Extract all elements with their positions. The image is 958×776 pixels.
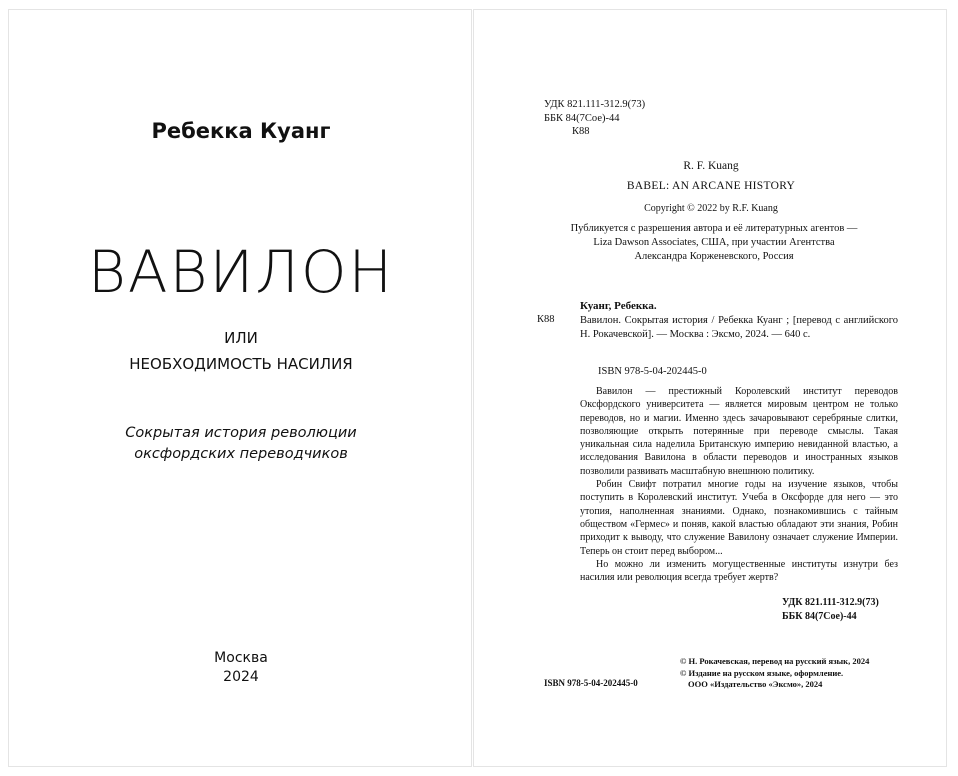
original-author: R. F. Kuang — [683, 160, 739, 172]
copyright-translation: © Н. Рокачевская, перевод на русский язык, 2024 — [680, 656, 870, 666]
tagline — [119, 423, 363, 465]
book-abstract — [580, 385, 898, 584]
left-page — [8, 9, 472, 767]
title-conjunction: ИЛИ — [224, 329, 258, 347]
bibliographic-author: Куанг, Ребекка. — [580, 300, 657, 312]
copyright-publisher: ООО «Издательство «Эксмо», 2024 — [688, 679, 823, 689]
abstract-paragraph: Робин Свифт потратил многие годы на изучение языков, чтобы поступить в Королевский институт. Учеба в Оксфорде для него — это утопия, наполненная знаниями. Однако, познакомившись с тайным обществом «Гермес» и поняв, какой властью обладают эти знания, Робин приходит к выводу, что служение Вавилону означает служение Империи. Теперь он стоит перед выбором... — [580, 479, 898, 557]
copyright-notices — [680, 656, 869, 691]
bibliographic-description: Вавилон. Сокрытая история / Ребекка Куанг ; [перевод с английского Н. Рокачевской]. — Москва : Эксмо, 2024. — 640 с. — [580, 315, 898, 340]
classification-block — [544, 98, 645, 139]
author-name: Ребекка Куанг — [151, 119, 331, 143]
bibliographic-code: К88 — [537, 314, 555, 325]
tagline-line-1: Сокрытая история революции — [125, 425, 357, 441]
original-title: BABEL: AN ARCANE HISTORY — [626, 180, 796, 192]
publication-city: Москва — [214, 650, 268, 666]
permission-line-1: Публикуется с разрешения автора и её литературных агентов — — [570, 223, 858, 234]
copyright-edition: © Издание на русском языке, оформление. — [680, 667, 844, 678]
permission-line-2: Liza Dawson Associates, США, при участии Агентства — [593, 236, 835, 248]
isbn-footer: ISBN 978-5-04-202445-0 — [544, 678, 638, 688]
bibliographic-isbn: ISBN 978-5-04-202445-0 — [598, 366, 707, 377]
bbk-code: ББК 84(7Сое)-44 — [544, 112, 620, 124]
bib-udk-code: УДК 821.111-312.9(73) — [782, 597, 879, 608]
book-title: ВАВИЛОН — [87, 238, 395, 306]
right-page — [473, 9, 947, 767]
permission-line-3: Александра Корженевского, Россия — [634, 250, 794, 262]
bib-bbk-code: ББК 84(7Сое)-44 — [782, 610, 857, 622]
publication-year: 2024 — [223, 669, 259, 685]
copyright-line: Copyright © 2022 by R.F. Kuang — [644, 203, 778, 214]
permission-note — [544, 222, 884, 263]
tagline-line-2: оксфордских переводчиков — [134, 446, 348, 462]
book-subtitle: НЕОБХОДИМОСТЬ НАСИЛИЯ — [129, 355, 353, 373]
abstract-paragraph: Но можно ли изменить могущественные институты изнутри без насилия или революция всегда требует жертв? — [580, 558, 898, 584]
author-mark: К88 — [572, 126, 590, 137]
abstract-paragraph: Вавилон — престижный Королевский институт переводов Оксфордского университета — является мировым центром не только переводов, но и магии. Именно здесь зачаровывают серебряные слитки, позволяющие открыть потерянные при переводе смыслы. Такая уникальная сила наделила Британскую империю невиданной властью, а исследования Вавилона в области переводов и иностранных языков позволили развивать масштабную внешнюю политику. — [580, 386, 898, 477]
bibliographic-classification — [782, 596, 879, 623]
udk-code: УДК 821.111-312.9(73) — [544, 99, 646, 110]
